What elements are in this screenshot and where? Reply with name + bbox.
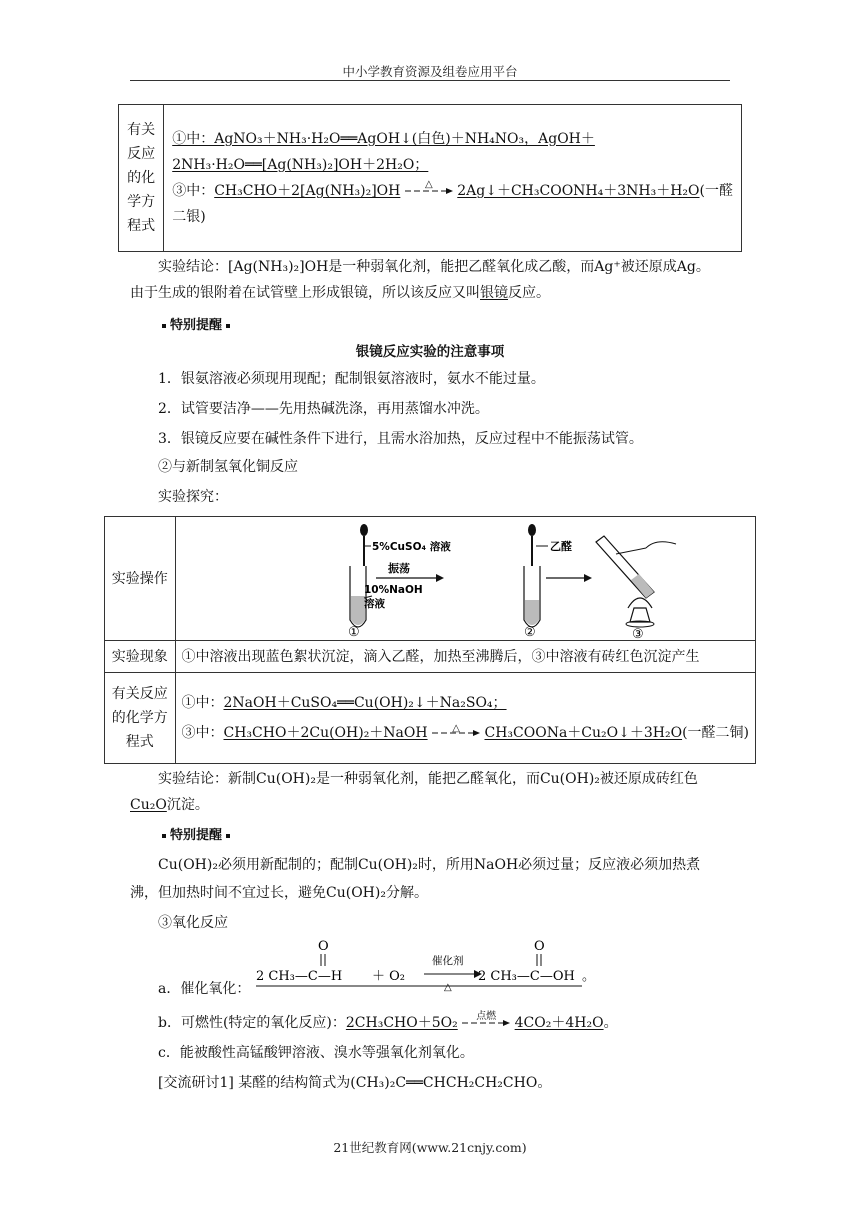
- label-line: 有关: [127, 122, 156, 138]
- conclusion-silver-line1: 实验结论：[Ag(NH₃)₂]OH是一种弱氧化剂，能把乙醛氧化成乙酸，而Ag⁺被还原成Ag。: [158, 259, 710, 275]
- equation-label-cell: [119, 105, 164, 252]
- arrow-icon: [405, 186, 453, 196]
- equation-right: 4CO₂＋4H₂O: [514, 1015, 604, 1031]
- arrow-icon: [432, 728, 480, 738]
- test-tube-2: [524, 524, 540, 627]
- label-line: 学方: [127, 194, 156, 210]
- equation-tail: (一醛二铜): [682, 725, 749, 741]
- naoh-label-1: 10%NaOH: [363, 583, 423, 596]
- square-bullet-icon: [226, 834, 230, 838]
- square-bullet-icon: [162, 834, 166, 838]
- heat-label: △: [444, 982, 452, 993]
- exchange-label: [交流研讨1]: [158, 1075, 234, 1091]
- heat-arrow: [405, 179, 453, 198]
- notes-title: 银镜反应实验的注意事项: [355, 344, 505, 360]
- experiment-figure-cell: [175, 517, 755, 641]
- copper-equation-label-cell: [105, 673, 176, 764]
- label-line: 反应: [127, 146, 156, 162]
- note-item: 3．银镜反应要在碱性条件下进行，且需水浴加热，反应过程中不能振荡试管。: [158, 431, 643, 447]
- experiment-apparatus-figure: [176, 518, 746, 640]
- page-footer: 21世纪教育网(www.21cnjy.com): [333, 1140, 527, 1155]
- square-bullet-icon: [162, 324, 166, 328]
- conclusion-silver-line2: [130, 280, 750, 306]
- ignite-condition: 点燃: [476, 1011, 497, 1022]
- special-tip-label-2: [158, 824, 234, 843]
- label-line: 程式: [125, 734, 154, 750]
- carbonyl-o-right: O: [534, 939, 545, 954]
- note-item: 1．银氨溶液必须现用现配；配制银氨溶液时，氨水不能过量。: [158, 371, 545, 387]
- reactant-oxygen: ＋ O₂: [372, 969, 406, 984]
- catalytic-oxidation-equation: [252, 936, 622, 1000]
- equation-content-cell: [164, 105, 742, 252]
- test-tube-3-heated: [596, 536, 676, 627]
- equation-tail: (一醛: [699, 183, 733, 199]
- silver-mirror-equation-table: [118, 104, 742, 252]
- step-number-3: ③: [631, 626, 644, 640]
- reactant-acetaldehyde: 2 CH₃—C—H: [256, 969, 343, 984]
- label-line: 程式: [127, 218, 156, 234]
- tip-text: 特别提醒: [170, 318, 223, 333]
- equation-left: 2CH₃CHO＋5O₂: [345, 1015, 458, 1031]
- carbonyl-o-left: O: [318, 939, 329, 954]
- conclusion-text-end: 沉淀。: [166, 797, 209, 813]
- combustion-line: [158, 1010, 618, 1036]
- exchange-text: 某醛的结构简式为(CH₃)₂C══CHCH₂CH₂CHO。: [238, 1075, 552, 1091]
- experiment-explore-label: 实验探究：: [158, 489, 228, 505]
- equation-line-1: ①中：AgNO₃＋NH₃·H₂O══AgOH↓(白色)＋NH₄NO₃，AgOH＋: [172, 131, 595, 147]
- equation-right: CH₃COONa＋Cu₂O↓＋3H₂O: [484, 725, 683, 741]
- arrow-icon: [462, 1018, 510, 1028]
- conclusion-text-end: 反应。: [508, 285, 550, 301]
- equation-prefix: ③中：: [172, 183, 215, 199]
- conclusion-text: 由于生成的银附着在试管壁上形成银镜，所以该反应又叫: [130, 285, 480, 301]
- equation-prefix: ③中：: [181, 725, 224, 741]
- equation-right: 2Ag↓＋CH₃COONH₄＋3NH₃＋H₂O: [457, 183, 700, 199]
- shake-label: 振荡: [387, 561, 410, 575]
- conclusion-underlined: 银镜: [480, 285, 508, 301]
- product-acetic-acid: 2 CH₃—C—OH: [478, 969, 575, 984]
- conclusion-underlined: Cu₂O: [130, 797, 167, 813]
- ignite-arrow: [462, 1011, 510, 1030]
- label-line: 的化学方: [111, 710, 168, 726]
- arrow-2-head: [584, 574, 592, 582]
- note-item: 2．试管要洁净——先用热碱洗涤，再用蒸馏水冲洗。: [158, 401, 489, 417]
- heat-arrow: [432, 723, 480, 740]
- equation-body: 2NaOH＋CuSO₄══Cu(OH)₂↓＋Na₂SO₄；: [223, 695, 507, 711]
- equation-period: 。: [603, 1015, 618, 1031]
- section-oxidation-title: ③氧化反应: [158, 915, 228, 931]
- heat-condition: △: [424, 179, 433, 190]
- operation-label-cell: 实验操作: [105, 517, 176, 641]
- reagent-cuso4-label: 5%CuSO₄ 溶液: [371, 540, 451, 553]
- catalytic-oxidation-label: a．催化氧化：: [158, 981, 251, 997]
- catalyst-label: 催化剂: [432, 955, 464, 967]
- strong-oxidant-line: c．能被酸性高锰酸钾溶液、溴水等强氧化剂氧化。: [158, 1045, 474, 1061]
- copper-equation-cell: [175, 673, 755, 764]
- tip2-line1: Cu(OH)₂必须用新配制的；配制Cu(OH)₂时，所用NaOH必须过量；反应液必须加热煮: [158, 857, 701, 873]
- arrow-1-head: [436, 574, 444, 582]
- label-line: 有关反应: [111, 686, 168, 702]
- equation-prefix: ①中：: [181, 695, 224, 711]
- equation-line-4: 二银): [172, 209, 206, 225]
- page-header: 中小学教育资源及组卷应用平台: [342, 64, 518, 79]
- heat-condition: △: [452, 723, 460, 734]
- copper-equation-2: [182, 718, 749, 748]
- equation-line-2: 2NH₃·H₂O══[Ag(NH₃)₂]OH＋2H₂O；: [172, 157, 429, 173]
- copper-hydroxide-experiment-table: [104, 516, 756, 764]
- section-copper-title: ②与新制氢氧化铜反应: [158, 459, 298, 475]
- equation-line-3: [172, 178, 733, 204]
- equation-left: CH₃CHO＋2[Ag(NH₃)₂]OH: [214, 183, 401, 199]
- conclusion-copper-line2: [130, 792, 209, 818]
- phenomenon-cell: ①中溶液出现蓝色絮状沉淀，滴入乙醛，加热至沸腾后，③中溶液有砖红色沉淀产生: [175, 641, 755, 673]
- exchange-discussion: [158, 1070, 551, 1096]
- square-bullet-icon: [226, 324, 230, 328]
- test-tube-1: [350, 524, 368, 627]
- conclusion-copper-line1: 实验结论：新制Cu(OH)₂是一种弱氧化剂，能把乙醛氧化，而Cu(OH)₂被还原成砖红色: [158, 771, 698, 787]
- combustion-label: b．可燃性(特定的氧化反应)：: [158, 1015, 346, 1031]
- reagent-acetaldehyde-label: 乙醛: [549, 539, 572, 553]
- label-line: 的化: [127, 170, 156, 186]
- equation-left: CH₃CHO＋2Cu(OH)₂＋NaOH: [223, 725, 428, 741]
- header-rule: [130, 80, 730, 81]
- phenomenon-label-cell: 实验现象: [105, 641, 176, 673]
- special-tip-label: [158, 314, 234, 333]
- equation-period: 。: [582, 969, 596, 984]
- step-number-1: ①: [347, 624, 360, 640]
- tip-text: 特别提醒: [170, 828, 223, 843]
- naoh-label-2: 溶液: [363, 597, 385, 610]
- step-number-2: ②: [523, 624, 536, 640]
- tip2-line2: 沸，但加热时间不宜过长，避免Cu(OH)₂分解。: [130, 885, 428, 901]
